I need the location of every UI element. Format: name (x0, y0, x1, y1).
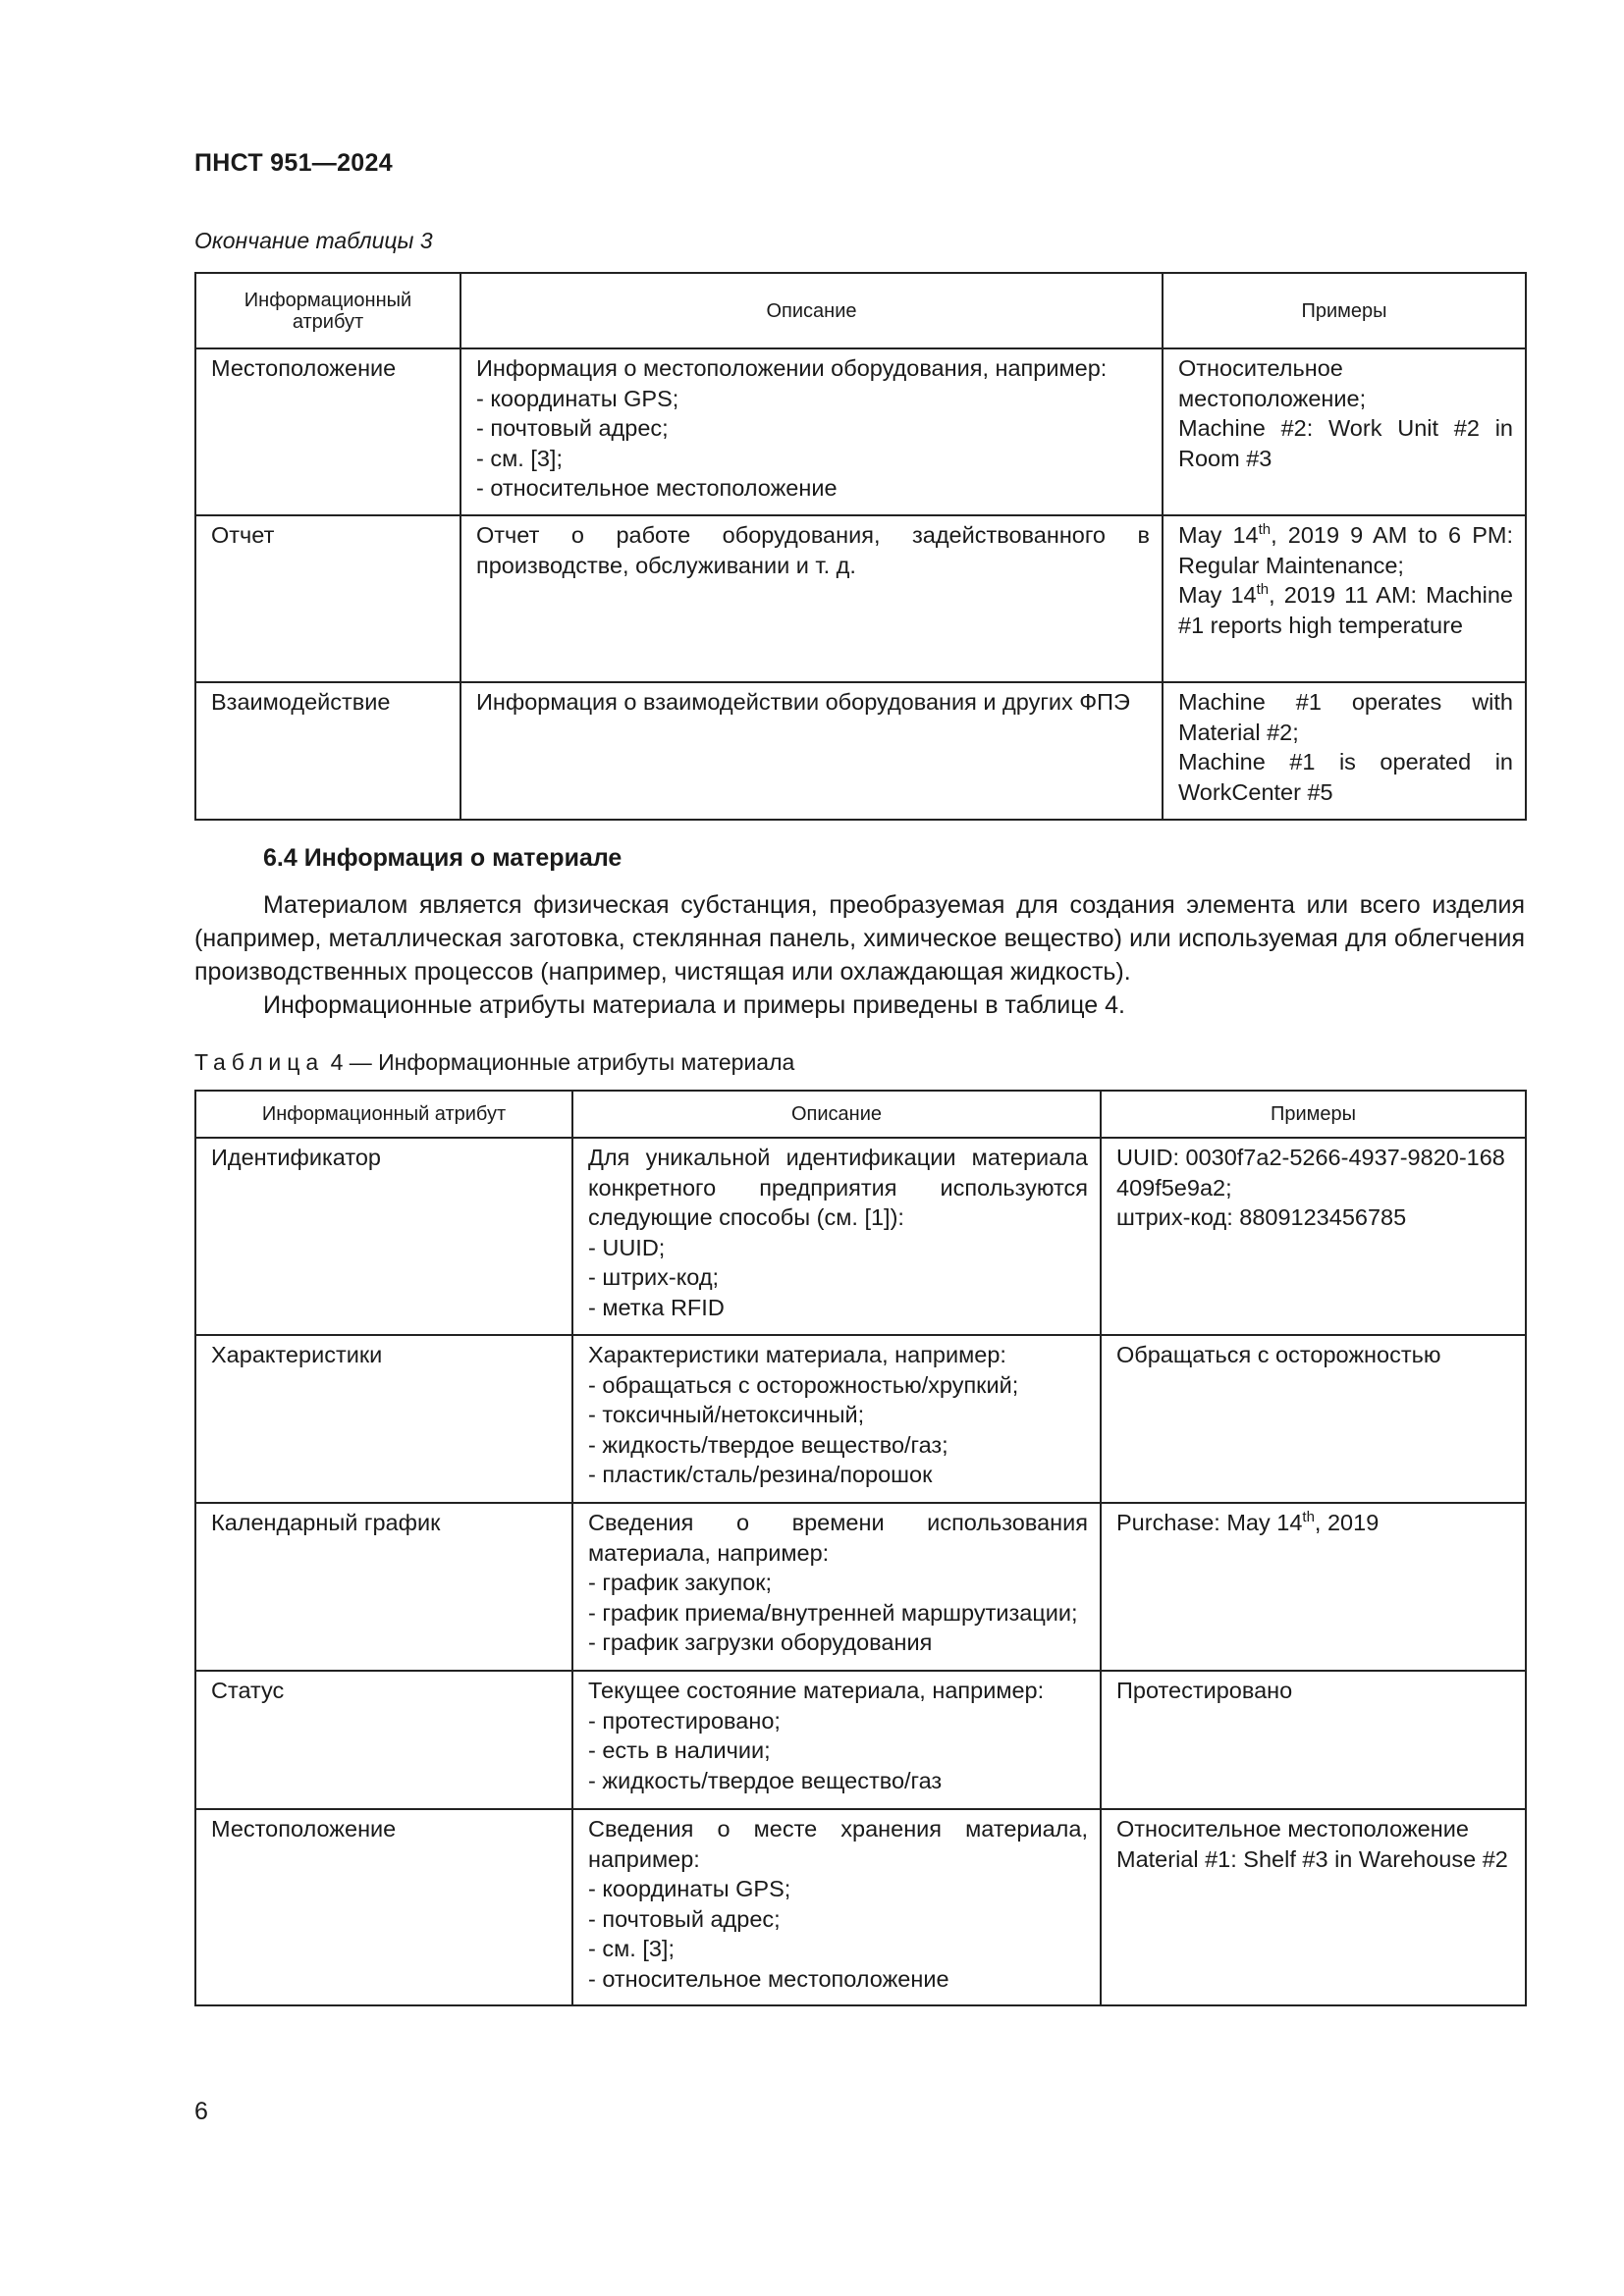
examples-cell (1101, 1809, 1526, 2005)
description-cell: Информация о взаимодействии оборудования и других ФПЭ (460, 682, 1163, 820)
description-line: - пластик/сталь/резина/порошок (588, 1462, 933, 1487)
example-line: Относительное местоположение; (1178, 355, 1367, 411)
description-line: - график закупок; (588, 1570, 773, 1595)
example-line: Относительное местоположение (1116, 1816, 1469, 1842)
description-cell (460, 348, 1163, 515)
table-row (195, 1138, 1526, 1335)
header-description: Описание (460, 273, 1163, 348)
table-row (195, 1503, 1526, 1671)
description-line: - жидкость/твердое вещество/газ (588, 1767, 943, 1793)
description-line: - относительное местоположение (476, 475, 838, 501)
table-row (195, 1671, 1526, 1809)
example-line: May 14th, 2019 11 AM: Machine #1 reports high temperature (1178, 581, 1513, 638)
attribute-cell: Отчет (195, 515, 460, 682)
table4-caption-label: Таблица (194, 1049, 325, 1075)
table-row (195, 1809, 1526, 2005)
description-cell (572, 1335, 1101, 1503)
example-line: Machine #1 operates with Material #2; (1178, 689, 1513, 745)
paragraph: Материалом является физическая субстанция, преобразуемая для создания элемента или всего изделия (например, металлическая заготовка, стеклянная панель, химическое вещество) или используемая для облегчения производственных процессов (например, чистящая или охлаждающая жидкость). (194, 891, 1525, 986)
description-line: - штрих-код; (588, 1264, 720, 1290)
example-line: May 14th, 2019 9 AM to 6 PM: Regular Maintenance; (1178, 521, 1513, 578)
examples-cell (1163, 682, 1526, 820)
table-header-row (195, 1091, 1526, 1138)
description-line: Сведения о времени использования материала, например: (588, 1510, 1088, 1566)
description-line: - есть в наличии; (588, 1737, 771, 1763)
header-attribute: Информационный атрибут (195, 273, 460, 348)
description-line: Сведения о месте хранения материала, например: (588, 1816, 1088, 1872)
table-row (195, 1335, 1526, 1503)
attribute-cell: Местоположение (195, 1809, 572, 2005)
table-row (195, 348, 1526, 515)
attribute-cell: Календарный график (195, 1503, 572, 1671)
description-cell (572, 1809, 1101, 2005)
description-line: - UUID; (588, 1234, 666, 1260)
description-line: - протестировано; (588, 1707, 781, 1734)
table-4 (194, 1090, 1527, 2006)
example-line: UUID: 0030f7a2-5266-4937-9820-168409f5e9a2; (1116, 1145, 1505, 1201)
section-paragraphs (194, 888, 1525, 1022)
description-line: - координаты GPS; (476, 385, 679, 411)
examples-cell (1101, 1503, 1526, 1671)
attribute-cell: Местоположение (195, 348, 460, 515)
description-line: - токсичный/нетоксичный; (588, 1402, 865, 1427)
example-line: Material #1: Shelf #3 in Warehouse #2 (1116, 1845, 1508, 1872)
section-title: 6.4 Информация о материале (263, 844, 623, 872)
examples-cell (1163, 348, 1526, 515)
description-cell: Отчет о работе оборудования, задействованного в производстве, обслуживании и т. д. (460, 515, 1163, 682)
description-line: - см. [3]; (476, 445, 563, 471)
description-line: Для уникальной идентификации материала конкретного предприятия используются следующие способы (см. [1]): (588, 1145, 1088, 1230)
description-line: - график загрузки оборудования (588, 1629, 933, 1655)
attribute-cell: Идентификатор (195, 1138, 572, 1335)
description-line: Текущее состояние материала, например: (588, 1678, 1045, 1703)
table3-caption: Окончание таблицы 3 (194, 228, 433, 253)
description-cell (572, 1671, 1101, 1809)
description-line: Характеристики материала, например: (588, 1342, 1006, 1367)
examples-cell (1163, 515, 1526, 682)
table-header-row (195, 273, 1526, 348)
description-line: - координаты GPS; (588, 1876, 791, 1901)
header-attribute: Информационный атрибут (195, 1091, 572, 1138)
example-line: Purchase: May 14th, 2019 (1116, 1509, 1380, 1535)
attribute-cell: Статус (195, 1671, 572, 1809)
attribute-cell: Характеристики (195, 1335, 572, 1503)
description-line: - метка RFID (588, 1294, 725, 1320)
table-row (195, 682, 1526, 820)
description-line: - график приема/внутренней маршрутизации; (588, 1599, 1078, 1626)
example-line: Machine #1 is operated in WorkCenter #5 (1178, 749, 1513, 805)
table-3 (194, 272, 1527, 821)
example-line: штрих-код: 8809123456785 (1116, 1204, 1407, 1230)
table4-caption (194, 1049, 794, 1076)
page-number: 6 (194, 2098, 208, 2125)
header-description: Описание (572, 1091, 1101, 1138)
attribute-cell: Взаимодействие (195, 682, 460, 820)
examples-cell (1101, 1138, 1526, 1335)
header-examples: Примеры (1163, 273, 1526, 348)
description-line: - обращаться с осторожностью/хрупкий; (588, 1371, 1019, 1398)
header-examples: Примеры (1101, 1091, 1526, 1138)
description-line: - см. [3]; (588, 1936, 675, 1961)
description-cell (572, 1503, 1101, 1671)
description-line: - почтовый адрес; (476, 415, 669, 441)
description-line: - жидкость/твердое вещество/газ; (588, 1431, 948, 1458)
description-cell (572, 1138, 1101, 1335)
table4-caption-text: 4 — Информационные атрибуты материала (330, 1049, 795, 1075)
description-line: - почтовый адрес; (588, 1905, 781, 1932)
examples-cell: Обращаться с осторожностью (1101, 1335, 1526, 1503)
document-id: ПНСТ 951—2024 (194, 149, 393, 177)
paragraph: Информационные атрибуты материала и примеры приведены в таблице 4. (263, 991, 1125, 1019)
examples-cell: Протестировано (1101, 1671, 1526, 1809)
description-line: Информация о местоположении оборудования, например: (476, 355, 1108, 381)
description-line: - относительное местоположение (588, 1965, 949, 1992)
example-line: Machine #2: Work Unit #2 in Room #3 (1178, 415, 1513, 471)
table-row (195, 515, 1526, 682)
